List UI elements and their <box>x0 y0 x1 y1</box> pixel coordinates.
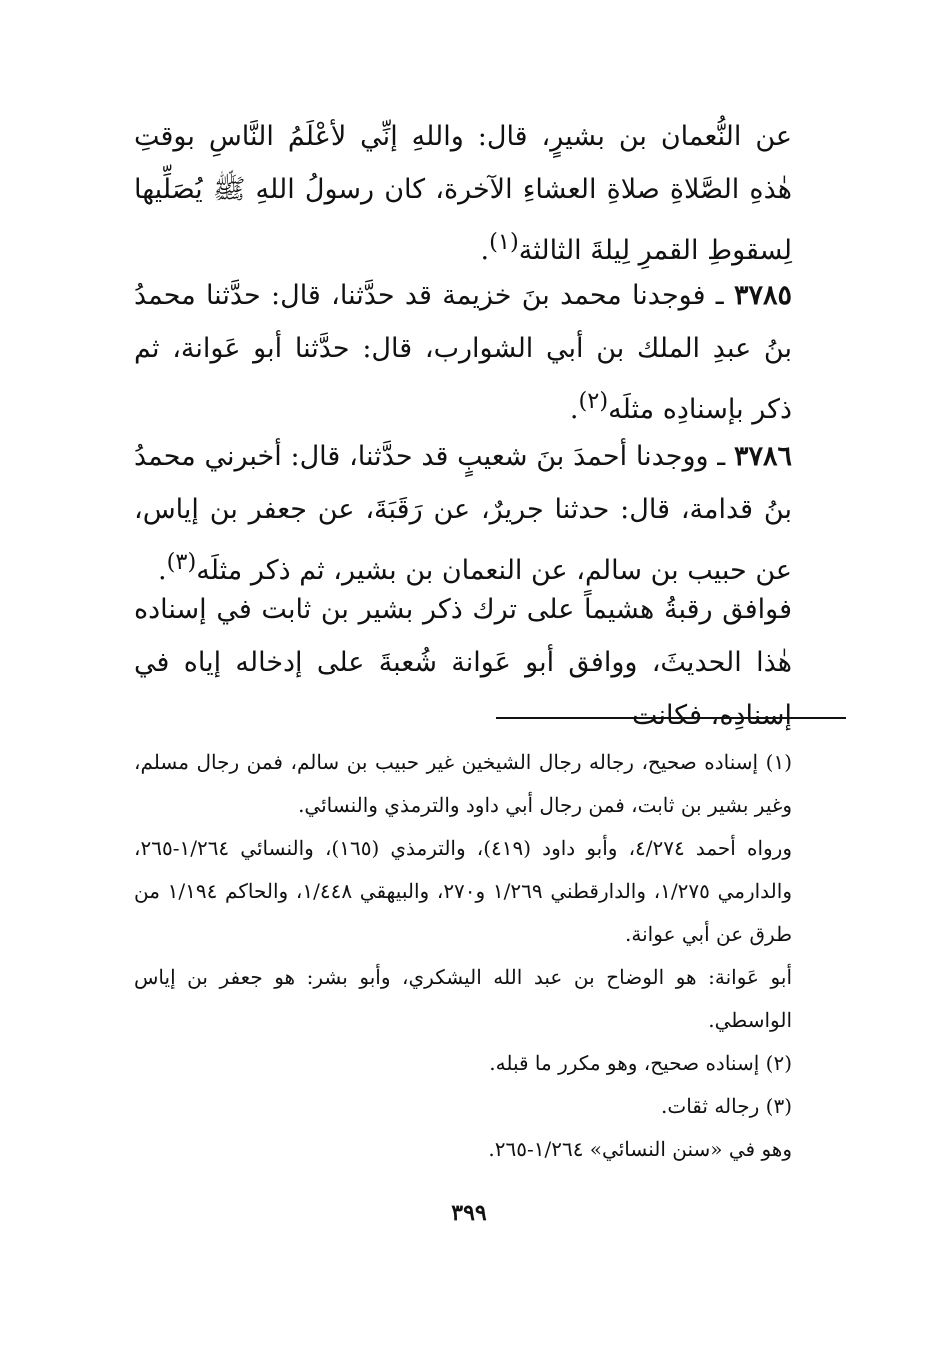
hadith-3785-text: ـ فوجدنا محمد بنَ خزيمة قد حدَّثنا، قال: حدَّثنا محمدُ بنُ عبدِ الملك بن أبي الشوارب، قال: حدَّثنا أبو عَوانة، ثم ذكر بإسنادِه مثلَه <box>134 280 792 425</box>
footnote-ref-3: (٣) <box>166 549 197 575</box>
footnote-ref-2: (٢) <box>578 388 609 414</box>
footnote-3: (٣) رجاله ثقات. <box>661 1094 792 1118</box>
footnote-2: (٢) إسناده صحيح، وهو مكرر ما قبله. <box>489 1051 792 1075</box>
hadith-3785 <box>134 269 846 436</box>
footnotes <box>134 741 846 1171</box>
hadith-number-3786: ٣٧٨٦ <box>733 441 792 472</box>
footnote-3-line-2: وهو في «سنن النسائي» ١/٢٦٤-٢٦٥. <box>488 1137 792 1161</box>
hadith-3786-end: . <box>157 555 167 586</box>
page-number: ٣٩٩ <box>451 1200 487 1226</box>
hadith-3785-end: . <box>569 394 579 425</box>
paragraph-4-text: فوافق رقبةُ هشيماً على ترك ذكر بشير بن ثابت في إسناده هٰذا الحديثَ، ووافق أبو عَوانة شُعبةَ على إدخاله إياه في إسنادِه، فكانت <box>134 594 792 731</box>
footnote-1-line-3: أبو عَوانة: هو الوضاح بن عبد الله اليشكري، وأبو بشر: هو جعفر بن إياس الواسطي. <box>134 965 792 1032</box>
hadith-3786 <box>134 430 846 597</box>
paragraph-1-text: عن النُّعمان بن بشيرٍ، قال: واللهِ إنِّي لأعْلَمُ النَّاسِ بوقتِ هٰذهِ الصَّلاةِ صلاةِ العشاءِ الآخرة، كان رسولُ اللهِ ﷺ يُصَلِّيها لِسقوطِ القمرِ لِيلةَ الثالثة <box>134 121 792 266</box>
footnote-1-line-1: (١) إسناده صحيح، رجاله رجال الشيخين غير حبيب بن سالم، فمن رجال مسلم، وغير بشير بن ثابت، فمن رجال أبي داود والترمذي والنسائي. <box>134 750 792 817</box>
footnote-1-line-2: ورواه أحمد ٤/٢٧٤، وأبو داود (٤١٩)، والترمذي (١٦٥)، والنسائي ١/٢٦٤-٢٦٥، والدارمي ١/٢٧٥، والدارقطني ١/٢٦٩ و٢٧٠، والبيهقي ١/٤٤٨، والحاكم ١/١٩٤ من طرق عن أبي عوانة. <box>134 836 792 946</box>
hadith-number-3785: ٣٧٨٥ <box>733 280 792 311</box>
footnote-separator <box>496 717 846 719</box>
footnote-ref-1: (١) <box>489 229 519 255</box>
paragraph-1-end: . <box>480 235 490 266</box>
paragraph-1 <box>134 110 846 277</box>
hadith-3786-text: ـ ووجدنا أحمدَ بنَ شعيبٍ قد حدَّثنا، قال: أخبرني محمدُ بنُ قدامة، قال: حدثنا جريرٌ، عن رَقَبَةَ، عن جعفر بن إياس، عن حبيب بن سالم، عن النعمان بن بشير، ثم ذكر مثلَه <box>134 441 792 586</box>
